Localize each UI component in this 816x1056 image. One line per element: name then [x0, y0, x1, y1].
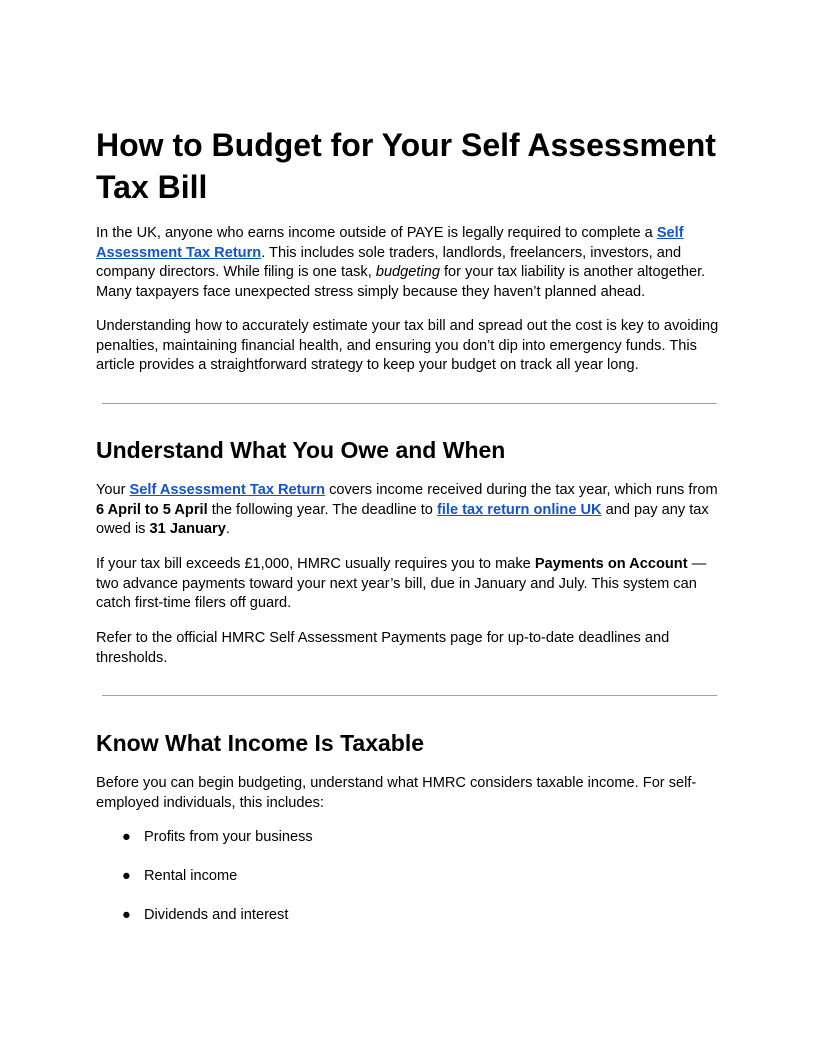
bullet-icon: ●	[122, 907, 131, 923]
section-divider-1	[102, 403, 717, 404]
s1p2-text-2: — two advance payments toward your next year’s bill, due in January and July. This system can catch first-time filers off guard.	[96, 556, 707, 612]
intro-paragraph-2: Understanding how to accurately estimate your tax bill and spread out the cost is key to avoiding penalties, maintaining financial health, and ensuring you don’t dip into emergency funds. This article provides a straightforward strategy to keep your budget on track all year long.	[96, 318, 719, 374]
section1-paragraph-2	[96, 555, 720, 614]
intro-emphasis: budgeting	[375, 264, 440, 281]
s1p2-text-1: If your tax bill exceeds £1,000, HMRC usually requires you to make	[96, 556, 535, 572]
intro-text-3: for your tax liability is another altogether. Many taxpayers face unexpected stress simply because they haven’t planned ahead.	[96, 264, 706, 300]
s1p1-text-5: .	[225, 521, 230, 538]
file-tax-return-link[interactable]: file tax return online UK	[436, 501, 602, 518]
self-assessment-link[interactable]: Self Assessment Tax Return	[96, 225, 684, 261]
intro-text-2: . This includes sole traders, landlords, freelancers, investors, and company directors. While filing is one task,	[96, 244, 682, 281]
intro-text-1: In the UK, anyone who earns income outside of PAYE is legally required to complete a	[96, 225, 657, 241]
s1p1-text-4: and pay any tax owed is	[96, 501, 709, 538]
bullet-icon: ●	[122, 868, 131, 884]
section1-paragraph-3: Refer to the official HMRC Self Assessment Payments page for up-to-date deadlines and thresholds.	[96, 630, 670, 666]
list-item-text: Rental income	[144, 868, 238, 884]
s1p1-text-2: covers income received during the tax year, which runs from	[325, 482, 718, 498]
section-heading-owe: Understand What You Owe and When	[96, 437, 506, 463]
section-heading-income: Know What Income Is Taxable	[96, 730, 425, 756]
page-title: How to Budget for Your Self Assessment Tax Bill	[96, 127, 716, 205]
list-item-text: Dividends and interest	[144, 907, 289, 923]
self-assessment-link-2[interactable]: Self Assessment Tax Return	[129, 482, 326, 498]
list-item-text: Profits from your business	[144, 829, 313, 845]
tax-year-dates: 6 April to 5 April	[96, 501, 208, 518]
section-divider-2	[102, 695, 717, 696]
payments-on-account: Payments on Account	[534, 556, 688, 572]
s1p1-text-1: Your	[96, 482, 130, 498]
intro-paragraph-1	[96, 224, 720, 302]
s1p1-text-3: the following year. The deadline to	[207, 501, 437, 518]
section2-paragraph-1: Before you can begin budgeting, understand what HMRC considers taxable income. For self-employed individuals, this includes:	[96, 775, 697, 811]
bullet-icon: ●	[122, 829, 131, 845]
deadline-date: 31 January	[149, 521, 226, 538]
section1-paragraph-1	[96, 481, 720, 540]
